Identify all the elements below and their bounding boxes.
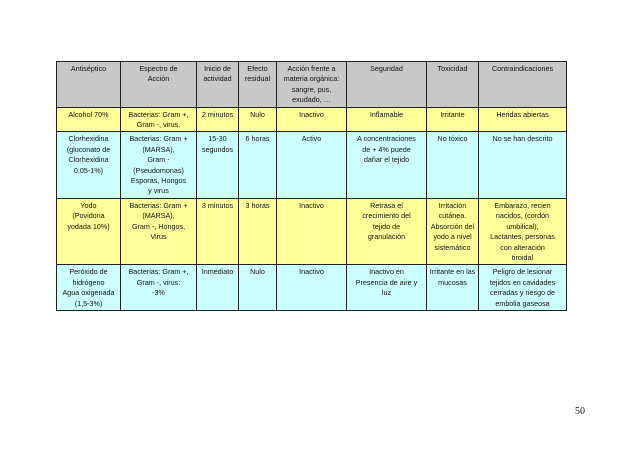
cell-text-line: Gram -, virus.	[136, 120, 181, 130]
cell-text-line: 3 minutos	[201, 200, 234, 210]
table-cell	[277, 265, 347, 311]
cell-text-line: Inactivo	[299, 267, 324, 277]
cell-text-line: Lactantes, personas	[490, 232, 555, 242]
table-cell	[277, 198, 347, 264]
cell-text-line: 2 minutos	[201, 109, 234, 119]
cell-text-line: 15-30	[208, 134, 227, 144]
cell-text-line: Irritación	[438, 200, 467, 210]
table-cell	[197, 107, 239, 132]
table-cell	[121, 265, 197, 311]
table-row	[57, 265, 567, 311]
cell-text-line: No se han descrito	[492, 134, 553, 144]
cell-text-line: hidrógeno	[72, 277, 105, 287]
cell-text-line: Peligro de lesionar	[492, 267, 553, 277]
table-cell	[479, 107, 567, 132]
table-cell	[57, 265, 121, 311]
cell-text-line: Alcohol 70%	[68, 109, 109, 119]
cell-text-line: Yodo	[80, 200, 97, 210]
cell-text-line: actividad	[203, 74, 232, 84]
cell-text-line: Antiséptico	[70, 64, 107, 73]
cell-text-line: Bacterias: Gram +,	[128, 267, 189, 277]
cell-text-line: Embarazo, recien	[494, 200, 551, 210]
cell-text-line: Irritante en las	[429, 267, 476, 277]
cell-text-line: Efecto	[247, 64, 268, 73]
cell-text-line: Inicio de	[204, 64, 231, 73]
cell-text-line: A concentraciones	[357, 134, 416, 144]
column-header	[479, 62, 567, 108]
cell-text-line: Bacterias: Gram +,	[128, 109, 189, 119]
cell-text-line: dañar el tejido	[363, 155, 410, 165]
cell-text-line: mucosas	[438, 277, 467, 287]
cell-text-line: embolia gaseosa	[495, 298, 550, 308]
table-cell	[347, 107, 427, 132]
cell-text-line: Inmediato	[201, 267, 234, 277]
table-cell	[427, 198, 479, 264]
cell-text-line: Peróxido de	[69, 267, 108, 277]
cell-text-line: (gluconato de	[66, 144, 111, 154]
table-cell	[239, 132, 277, 198]
table-cell	[427, 107, 479, 132]
table-cell	[57, 107, 121, 132]
cell-text-line: Acción	[147, 74, 170, 84]
cell-text-line: exudado, …	[292, 95, 331, 105]
table-cell	[479, 132, 567, 198]
cell-text-line: Espectro de	[139, 64, 178, 73]
cell-text-line: Clorhexidina	[68, 155, 109, 165]
cell-text-line: Virus	[150, 232, 167, 242]
table-header-row	[57, 62, 567, 108]
column-header	[197, 62, 239, 108]
table-row	[57, 132, 567, 198]
cell-text-line: Inactivo en	[369, 267, 404, 277]
cell-text-line: (Pseudomonas)	[133, 165, 184, 175]
table-cell	[427, 132, 479, 198]
column-header	[347, 62, 427, 108]
column-header	[57, 62, 121, 108]
cell-text-line: 3 horas	[245, 200, 270, 210]
cell-text-line: umbilical),	[506, 221, 539, 231]
cell-text-line: crecimiento del	[362, 211, 411, 221]
cell-text-line: luz	[381, 288, 392, 298]
table-cell	[277, 107, 347, 132]
cell-text-line: Retrasa el	[370, 200, 403, 210]
cell-text-line: granulación	[367, 232, 406, 242]
table-cell	[57, 198, 121, 264]
table-cell	[197, 198, 239, 264]
table-cell	[197, 265, 239, 311]
cell-text-line: Nulo	[250, 109, 265, 119]
cell-text-line: Heridas abiertas	[496, 109, 549, 119]
cell-text-line: cutánea.	[438, 211, 467, 221]
cell-text-line: (MARSA),	[142, 144, 175, 154]
cell-text-line: No tóxico	[437, 134, 468, 144]
cell-text-line: sistemático	[434, 242, 471, 252]
cell-text-line: Inactivo	[299, 200, 324, 210]
table-cell	[427, 265, 479, 311]
table-body	[57, 107, 567, 310]
table-cell	[347, 132, 427, 198]
column-header	[121, 62, 197, 108]
cell-text-line: (MARSA),	[142, 211, 175, 221]
column-header	[277, 62, 347, 108]
cell-text-line: Inflamable	[369, 109, 404, 119]
cell-text-line: Gram -, virus:	[136, 277, 181, 287]
table-cell	[57, 132, 121, 198]
cell-text-line: Nulo	[250, 267, 265, 277]
cell-text-line: y virus	[148, 186, 169, 196]
cell-text-line: con alteración	[500, 242, 545, 252]
table-cell	[479, 198, 567, 264]
cell-text-line: yodo a nivel	[433, 232, 472, 242]
table-cell	[197, 132, 239, 198]
cell-text-line: Bacterias: Gram +	[129, 200, 188, 210]
cell-text-line: cerradas y riesgo de	[489, 288, 556, 298]
cell-text-line: 0,05-1%)	[73, 165, 104, 175]
column-header	[427, 62, 479, 108]
cell-text-line: Presencia de aire y	[355, 277, 418, 287]
cell-text-line: -3%	[152, 288, 165, 298]
cell-text-line: nacidos, (cordón	[495, 211, 550, 221]
page-number: 50	[575, 406, 585, 417]
cell-text-line: Esporas, Hongos	[130, 176, 187, 186]
cell-text-line: Toxicidad	[437, 64, 468, 73]
cell-text-line: Agua oxigenada	[62, 288, 115, 298]
table-cell	[121, 132, 197, 198]
cell-text-line: (Povidona	[72, 211, 105, 221]
table-row	[57, 198, 567, 264]
table-cell	[347, 265, 427, 311]
table-row	[57, 107, 567, 132]
cell-text-line: segundos	[201, 144, 234, 154]
cell-text-line: Bacterias: Gram +	[129, 134, 188, 144]
cell-text-line: Gram -	[147, 155, 170, 165]
table-cell	[121, 107, 197, 132]
cell-text-line: Contraindicaciones	[491, 64, 554, 73]
cell-text-line: Clorhexidina	[68, 134, 109, 144]
cell-text-line: residual	[244, 74, 271, 84]
cell-text-line: (1,5-3%)	[74, 298, 103, 308]
antiseptic-comparison-table	[56, 61, 567, 311]
table-cell	[479, 265, 567, 311]
table-cell	[239, 198, 277, 264]
cell-text-line: 6 horas	[245, 134, 270, 144]
cell-text-line: sangre, pus,	[291, 84, 332, 94]
cell-text-line: materia orgánica:	[283, 74, 340, 84]
cell-text-line: de + 4% puede	[362, 144, 411, 154]
cell-text-line: Irritante	[440, 109, 465, 119]
table-cell	[121, 198, 197, 264]
table-cell	[347, 198, 427, 264]
cell-text-line: tejido de	[372, 221, 401, 231]
column-header	[239, 62, 277, 108]
cell-text-line: Gram -, Hongos,	[131, 221, 186, 231]
cell-text-line: tiroidal	[511, 252, 534, 262]
cell-text-line: Acción frente a	[287, 64, 336, 73]
cell-text-line: Inactivo	[299, 109, 324, 119]
cell-text-line: Activo	[301, 134, 322, 144]
table-cell	[239, 107, 277, 132]
cell-text-line: yodada 10%)	[67, 221, 110, 231]
cell-text-line: tejidos en cavidades	[489, 277, 556, 287]
cell-text-line: Seguridad	[370, 64, 403, 73]
cell-text-line: Absorción del	[430, 221, 475, 231]
table-cell	[277, 132, 347, 198]
table-cell	[239, 265, 277, 311]
